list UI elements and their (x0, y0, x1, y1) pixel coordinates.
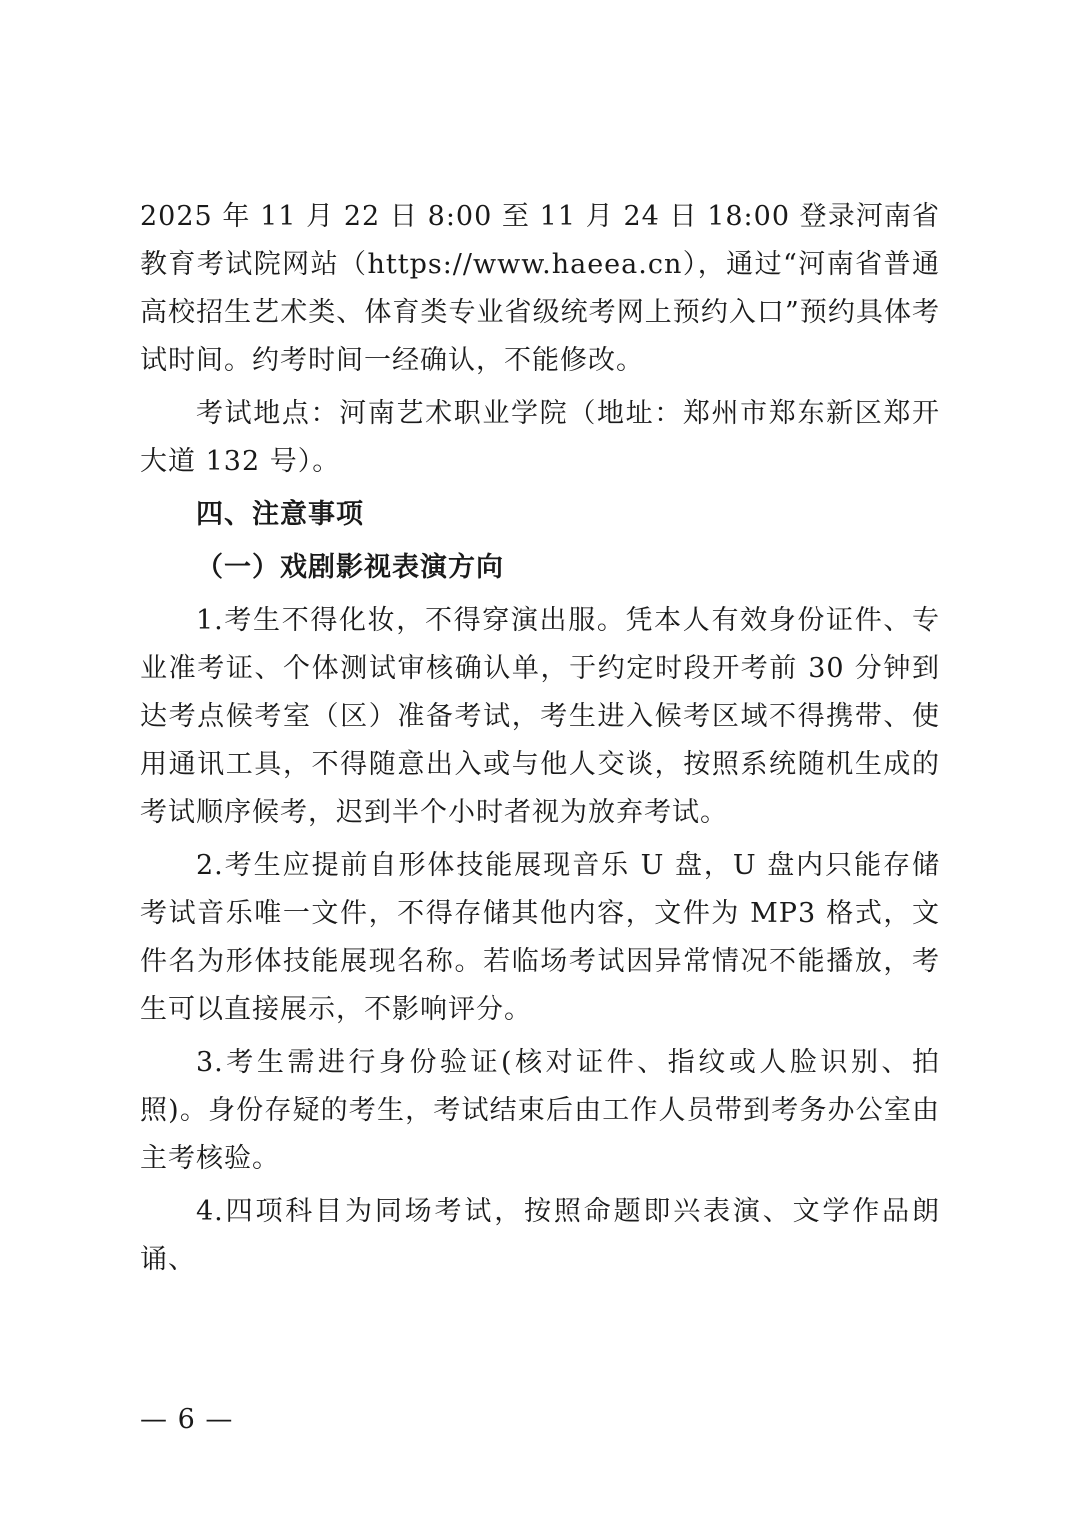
notice-item-2: 2.考生应提前自形体技能展现音乐 U 盘，U 盘内只能存储考试音乐唯一文件，不得存储其他内容，文件为 MP3 格式，文件名为形体技能展现名称。若临场考试因异常情况不能播放，考生可以直接展示，不影响评分。 (140, 850, 940, 1025)
exam-location-paragraph: 考试地点：河南艺术职业学院（地址：郑州市郑东新区郑开大道 132 号）。 (140, 398, 940, 477)
notice-item-4: 4.四项科目为同场考试，按照命题即兴表演、文学作品朗诵、 (140, 1196, 940, 1275)
section-heading-notes: 四、注意事项 (196, 499, 364, 530)
subsection-heading-drama: （一）戏剧影视表演方向 (196, 552, 504, 583)
notice-item-1: 1.考生不得化妆，不得穿演出服。凭本人有效身份证件、专业准考证、个体测试审核确认单，于约定时段开考前 30 分钟到达考点候考室（区）准备考试，考生进入候考区域不得携带、使用通讯工具，不得随意出入或与他人交谈，按照系统随机生成的考试顺序候考，迟到半个小时者视为放弃考试。 (140, 605, 940, 828)
registration-paragraph: 2025 年 11 月 22 日 8:00 至 11 月 24 日 18:00 登录河南省教育考试院网站（https://www.haeea.cn），通过“河南省普通高校招生艺术类、体育类专业省级统考网上预约入口”预约具体考试时间。约考时间一经确认，不能修改。 (140, 201, 940, 376)
notice-item-3: 3.考生需进行身份验证(核对证件、指纹或人脸识别、拍照)。身份存疑的考生，考试结束后由工作人员带到考务办公室由主考核验。 (140, 1047, 940, 1174)
page-number: — 6 — (140, 1404, 234, 1435)
document-body (140, 193, 940, 1289)
